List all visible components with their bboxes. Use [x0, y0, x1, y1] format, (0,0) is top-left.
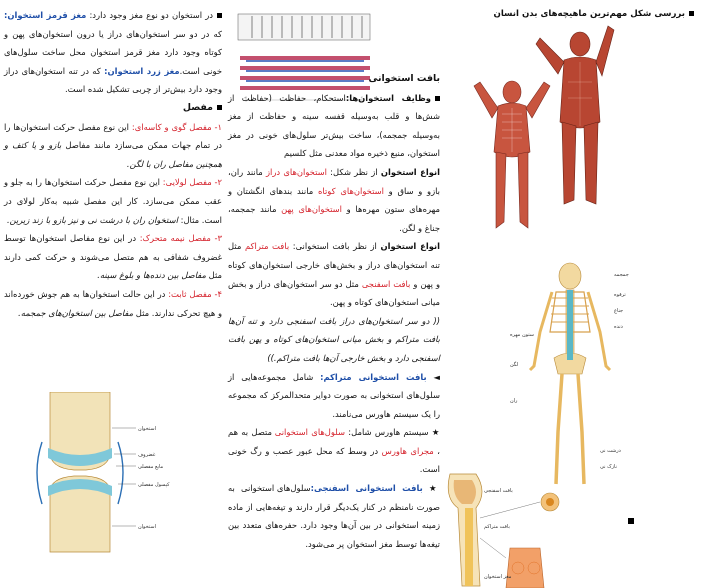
joint-ball-socket: ۱- مفصل گوی و کاسه‌ای: این نوع مفصل حرکت استخوان‌ها را در تمام جهات ممکن می‌سازد مانند مفاصل بازو و یا کتف و همچنین مفاصل ران با لگن.: [4, 121, 223, 169]
compact-tissue: ◄ بافت استخوانی متراکم: شامل مجموعه‌هایی از سلول‌های استخوانی به صورت دوایر متحدالمرکز که مجموعه را یک سیستم هاورس می‌نامند.: [228, 371, 440, 419]
knee-label-capsule: کپسول مفصلی: [138, 482, 170, 488]
bone-tissue-column: [228, 0, 440, 588]
skeleton-label-spine: ستون مهره: [510, 332, 534, 338]
muscle-figure-front: [470, 22, 620, 262]
skeleton-label-rib: دنده: [614, 324, 623, 330]
spine: [567, 290, 573, 360]
arm-right-front: [526, 82, 550, 118]
skull: [559, 263, 581, 289]
functions-text: استحکام، حفاظت (حفاظت از شش‌ها و قلب به‌وسیله قفسه سینه و حفاظت از مغز به‌وسیله جمجمه)، ساخت بیش‌تر سلول‌های خونی در مغز استخوان، منبع ذخیره مواد معدنی مثل کلسیم: [228, 92, 440, 159]
skeleton-label-fibula: نازک نی: [600, 464, 617, 470]
muscles-heading: بررسی شکل مهم‌ترین ماهیچه‌های بدن انسان: [494, 9, 695, 19]
skeleton-label-femur: ران: [510, 398, 518, 404]
skeleton-label-pelvis: لگن: [510, 362, 519, 368]
functions-heading: وظایف استخوان‌ها:: [345, 92, 431, 103]
marrow-paragraph: در استخوان دو نوع مغز وجود دارد: مغز قرمز استخوان: که در دو سر استخوان‌های دراز یا درون استخوان‌های پهن و کوتاه وجود دارد مغز قرمز استخوان محل ساخت سلول‌های خونی است.مغز زرد استخوان: که در تنه استخوان‌های دراز وجود دارد بیش‌تر از چربی تشکیل شده است.: [4, 10, 222, 95]
head-back: [570, 32, 590, 56]
knee-label-fluid: مایع مفصلی: [138, 464, 164, 470]
bone-tissue-block: [506, 548, 544, 588]
tissue-note: (( دو سر استخوان‌های دراز بافت اسفنجی دارد و تنه آن‌ها بافت متراکم و بخش میانی استخوان‌های کوتاه و پهن بافت اسفنجی دارد و بخش خارجی آن‌ها بافت متراکم.)): [228, 315, 440, 363]
bone-label-marrow: مغز استخوان: [484, 574, 512, 580]
spongy-tissue: ★ بافت استخوانی اسفنجی:سلول‌های استخوانی به صورت نامنظم در کنار یک‌دیگر قرار دارند و تیغه‌هایی از ماده زمینه استخوانی در بین آن‌ها وجود دارد. حفره‌های متعدد بین تیغه‌ها توسط مغز استخوان پر می‌شود.: [228, 483, 441, 549]
leg-right-front: [518, 152, 528, 228]
joints-heading: مفصل: [4, 99, 222, 118]
leg-right-back: [584, 122, 598, 204]
joint-semi-movable: ۳- مفصل نیمه متحرک: در این نوع مفاصل استخوان‌ها توسط غضروف شفافی به هم متصل می‌شوند و حرکت کمی دارند مثل مفاصل بین دنده‌ها و بلوغ سینه.: [4, 233, 223, 281]
knee-joint-figure: [30, 392, 200, 562]
leg-left-back: [562, 122, 576, 204]
bone-functions: [228, 89, 440, 163]
bone-label-compact: بافت متراکم: [484, 524, 510, 530]
skeleton-label-skull: جمجمه: [614, 272, 629, 278]
heading-marker: [689, 11, 694, 16]
bone-label-spongy: بافت اسفنجی: [484, 488, 513, 494]
knee-label-cartilage: غضروف: [138, 452, 156, 458]
arm-left-front: [474, 82, 498, 118]
arm-right-back: [596, 26, 614, 76]
bone-title: بافت استخوانی: [368, 73, 440, 84]
end-marker: [628, 518, 634, 524]
knee-label-bone-bottom: استخوان: [138, 524, 156, 530]
joint-hinge: ۲- مفصل لولایی: این نوع مفصل حرکت استخوان‌ها را به جلو و عقب ممکن می‌سازد. کار این مفصل شبیه به‌کار لولای در است. مثال: استخوان ران با درشت نی و نیز بازو با زند زیرین.: [4, 177, 223, 225]
skeleton-label-tibia: درشت نی: [600, 448, 621, 454]
joint-fixed: ۴- مفصل ثابت: در این حالت استخوان‌ها به هم جوش خورده‌اند و هیچ تحرکی ندارند. مثل مفاصل بین استخوان‌های جمجمه.: [4, 288, 223, 318]
skeleton-label-clavicle: ترقوه: [614, 292, 626, 298]
arm-left-back: [536, 38, 564, 74]
shape-types: انواع استخوان از نظر شکل: استخوان‌های دراز مانند ران، بازو و ساق و استخوان‌های کوتاه مانند بندهای انگشتان و مهره‌های ستون مهره‌ها و استخوان‌های پهن مانند جمجمه، جناغ و لگن.: [228, 166, 441, 233]
head-front: [503, 81, 521, 103]
tissue-types: انواع استخوان از نظر بافت استخوانی: بافت متراکم مثل تنه استخوان‌های دراز و بخش‌های خارجی استخوان‌های کوتاه و پهن و بافت اسفنجی مثل دو سر استخوان‌های دراز و بخش میانی استخوان‌های کوتاه و پهن.: [228, 241, 440, 308]
leg-left-front: [496, 152, 506, 228]
marrow-cavity: [465, 508, 473, 586]
bone-section-figure: [440, 468, 570, 588]
skeleton-figure: [510, 262, 630, 494]
skeleton-label-sternum: جناغ: [614, 308, 624, 314]
knee-label-bone-top: استخوان: [138, 426, 156, 432]
haversian-system: ★ سیستم هاورس شامل: سلول‌های استخوانی متصل به هم ، مجرای هاورس در وسط که محل عبور عصب و رگ خونی است.: [228, 427, 441, 475]
